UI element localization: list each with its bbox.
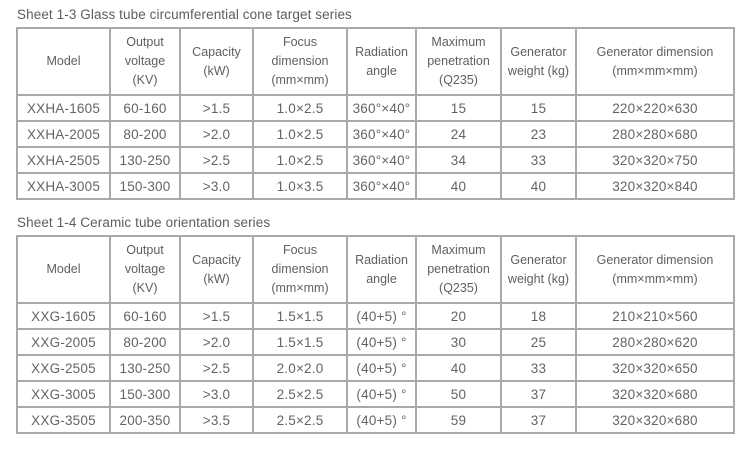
cell-focus-dimension: 1.0×2.5 bbox=[253, 95, 347, 121]
cell-capacity: >2.0 bbox=[180, 329, 253, 355]
cell-model: XXHA-2505 bbox=[17, 147, 110, 173]
cell-max-penetration: 50 bbox=[416, 381, 501, 407]
col-header-output-voltage: Output voltage (KV) bbox=[110, 28, 180, 95]
cell-radiation-angle: (40+5) ° bbox=[347, 381, 416, 407]
col-header-capacity: Capacity (kW) bbox=[180, 28, 253, 95]
col-header-max-penetration: Maximum penetration (Q235) bbox=[416, 28, 501, 95]
cell-generator-weight: 33 bbox=[501, 147, 576, 173]
header-row bbox=[17, 236, 734, 303]
sheet-1-4-title: Sheet 1-4 Ceramic tube orientation series bbox=[17, 215, 271, 230]
cell-output-voltage: 60-160 bbox=[110, 303, 180, 329]
col-header-output-voltage: Output voltage (KV) bbox=[110, 236, 180, 303]
cell-model: XXHA-3005 bbox=[17, 173, 110, 199]
cell-radiation-angle: (40+5) ° bbox=[347, 407, 416, 433]
cell-generator-weight: 37 bbox=[501, 381, 576, 407]
cell-radiation-angle: (40+5) ° bbox=[347, 303, 416, 329]
cell-generator-dimension: 320×320×680 bbox=[576, 407, 734, 433]
col-header-radiation-angle: Radiation angle bbox=[347, 28, 416, 95]
cell-generator-weight: 37 bbox=[501, 407, 576, 433]
cell-capacity: >2.0 bbox=[180, 121, 253, 147]
col-header-generator-dimension: Generator dimension (mm×mm×mm) bbox=[576, 28, 734, 95]
cell-max-penetration: 20 bbox=[416, 303, 501, 329]
cell-max-penetration: 30 bbox=[416, 329, 501, 355]
table-row bbox=[17, 147, 734, 173]
cell-model: XXHA-2005 bbox=[17, 121, 110, 147]
cell-generator-dimension: 320×320×750 bbox=[576, 147, 734, 173]
cell-capacity: >2.5 bbox=[180, 147, 253, 173]
table-row bbox=[17, 95, 734, 121]
cell-radiation-angle: (40+5) ° bbox=[347, 355, 416, 381]
cell-output-voltage: 60-160 bbox=[110, 95, 180, 121]
cell-output-voltage: 150-300 bbox=[110, 173, 180, 199]
cell-generator-dimension: 320×320×650 bbox=[576, 355, 734, 381]
col-header-model: Model bbox=[17, 236, 110, 303]
table-row bbox=[17, 121, 734, 147]
cell-max-penetration: 34 bbox=[416, 147, 501, 173]
cell-focus-dimension: 1.0×2.5 bbox=[253, 121, 347, 147]
table-row bbox=[17, 407, 734, 433]
cell-generator-weight: 15 bbox=[501, 95, 576, 121]
glass-tube-spec-table bbox=[16, 27, 735, 200]
cell-radiation-angle: (40+5) ° bbox=[347, 329, 416, 355]
cell-capacity: >3.5 bbox=[180, 407, 253, 433]
cell-model: XXG-3505 bbox=[17, 407, 110, 433]
cell-generator-dimension: 220×220×630 bbox=[576, 95, 734, 121]
cell-max-penetration: 40 bbox=[416, 173, 501, 199]
sheet-1-3-title: Sheet 1-3 Glass tube circumferential cone target series bbox=[17, 7, 352, 22]
cell-capacity: >2.5 bbox=[180, 355, 253, 381]
cell-generator-weight: 40 bbox=[501, 173, 576, 199]
cell-output-voltage: 130-250 bbox=[110, 355, 180, 381]
cell-generator-dimension: 280×280×680 bbox=[576, 121, 734, 147]
col-header-generator-weight: Generator weight (kg) bbox=[501, 236, 576, 303]
ceramic-tube-spec-table bbox=[16, 235, 735, 434]
cell-capacity: >1.5 bbox=[180, 303, 253, 329]
col-header-model: Model bbox=[17, 28, 110, 95]
col-header-capacity: Capacity (kW) bbox=[180, 236, 253, 303]
cell-max-penetration: 40 bbox=[416, 355, 501, 381]
col-header-generator-weight: Generator weight (kg) bbox=[501, 28, 576, 95]
table-row bbox=[17, 381, 734, 407]
cell-model: XXG-1605 bbox=[17, 303, 110, 329]
cell-generator-weight: 25 bbox=[501, 329, 576, 355]
cell-focus-dimension: 2.5×2.5 bbox=[253, 407, 347, 433]
cell-output-voltage: 200-350 bbox=[110, 407, 180, 433]
cell-focus-dimension: 1.0×3.5 bbox=[253, 173, 347, 199]
cell-generator-dimension: 320×320×680 bbox=[576, 381, 734, 407]
col-header-radiation-angle: Radiation angle bbox=[347, 236, 416, 303]
cell-focus-dimension: 2.5×2.5 bbox=[253, 381, 347, 407]
cell-radiation-angle: 360°×40° bbox=[347, 121, 416, 147]
cell-output-voltage: 150-300 bbox=[110, 381, 180, 407]
col-header-generator-dimension: Generator dimension (mm×mm×mm) bbox=[576, 236, 734, 303]
table-row bbox=[17, 173, 734, 199]
cell-generator-dimension: 280×280×620 bbox=[576, 329, 734, 355]
cell-generator-dimension: 320×320×840 bbox=[576, 173, 734, 199]
cell-generator-weight: 18 bbox=[501, 303, 576, 329]
table-row bbox=[17, 355, 734, 381]
col-header-max-penetration: Maximum penetration (Q235) bbox=[416, 236, 501, 303]
table-row bbox=[17, 329, 734, 355]
cell-model: XXHA-1605 bbox=[17, 95, 110, 121]
cell-radiation-angle: 360°×40° bbox=[347, 147, 416, 173]
cell-model: XXG-2505 bbox=[17, 355, 110, 381]
cell-max-penetration: 59 bbox=[416, 407, 501, 433]
cell-focus-dimension: 1.5×1.5 bbox=[253, 303, 347, 329]
cell-radiation-angle: 360°×40° bbox=[347, 173, 416, 199]
cell-output-voltage: 80-200 bbox=[110, 121, 180, 147]
cell-output-voltage: 80-200 bbox=[110, 329, 180, 355]
cell-output-voltage: 130-250 bbox=[110, 147, 180, 173]
cell-focus-dimension: 1.5×1.5 bbox=[253, 329, 347, 355]
cell-focus-dimension: 2.0×2.0 bbox=[253, 355, 347, 381]
cell-focus-dimension: 1.0×2.5 bbox=[253, 147, 347, 173]
cell-generator-weight: 33 bbox=[501, 355, 576, 381]
table-row bbox=[17, 303, 734, 329]
cell-capacity: >3.0 bbox=[180, 173, 253, 199]
cell-capacity: >3.0 bbox=[180, 381, 253, 407]
col-header-focus-dimension: Focus dimension (mm×mm) bbox=[253, 28, 347, 95]
cell-max-penetration: 15 bbox=[416, 95, 501, 121]
cell-model: XXG-2005 bbox=[17, 329, 110, 355]
cell-generator-weight: 23 bbox=[501, 121, 576, 147]
cell-radiation-angle: 360°×40° bbox=[347, 95, 416, 121]
cell-max-penetration: 24 bbox=[416, 121, 501, 147]
header-row bbox=[17, 28, 734, 95]
cell-generator-dimension: 210×210×560 bbox=[576, 303, 734, 329]
cell-capacity: >1.5 bbox=[180, 95, 253, 121]
col-header-focus-dimension: Focus dimension (mm×mm) bbox=[253, 236, 347, 303]
cell-model: XXG-3005 bbox=[17, 381, 110, 407]
